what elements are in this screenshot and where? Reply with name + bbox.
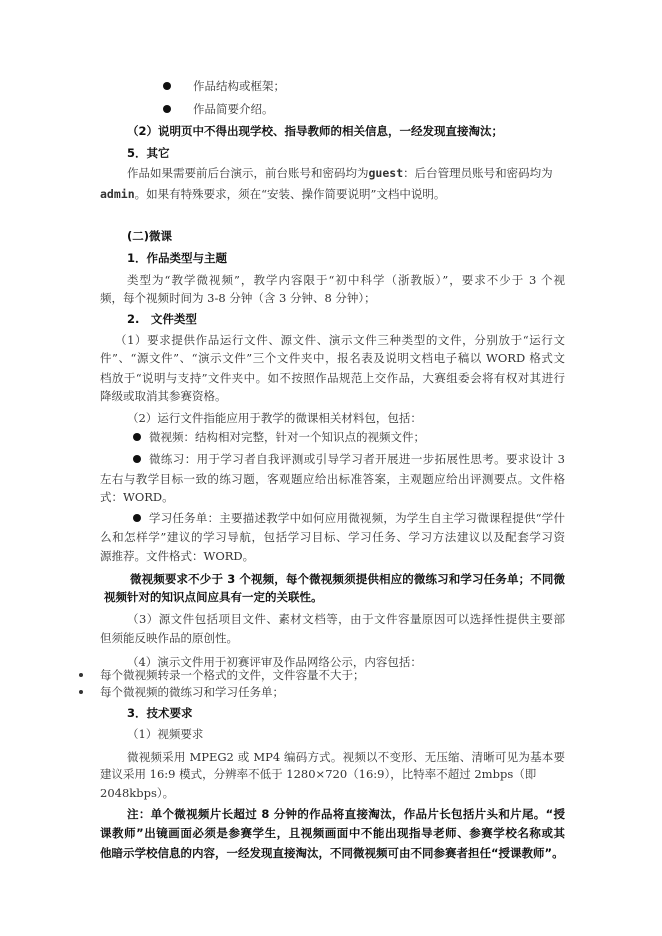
section-heading: 2. 文件类型 [127, 312, 197, 326]
text: ：后台管理员账号和密码均为 [403, 166, 553, 180]
requirement-note: 视频针对的知识点间应具有一定的关联性。 [104, 590, 323, 604]
paragraph-line: 档放于“说明与支持”文件夹中。如不按照作品规范上交作品，大赛组委会将有权对其进行 [100, 371, 565, 385]
text: 作品如果需要前后台演示，前台账号和密码均为 [127, 166, 369, 180]
paragraph-line: 件”、“源文件”、“演示文件”三个文件夹中，报名表及说明文档电子稿以 WORD 格式文 [100, 351, 565, 365]
section-heading: 3．技术要求 [127, 706, 193, 720]
paragraph-line: 但须能反映作品的原创性。 [100, 631, 238, 645]
paragraph-line: （3）源文件包括项目文件、素材文档等，由于文件容量原因可以选择性提供主要部 [127, 612, 565, 626]
list-item: 微视频：结构相对完整，针对一个知识点的视频文件； [149, 430, 425, 444]
section-heading: 5．其它 [127, 146, 170, 160]
elimination-note: 他暗示学校信息的内容，一经发现直接淘汰，不同微视频可由不同参赛者担任“授课教师”。 [100, 846, 564, 860]
list-item: 微练习：用于学习者自我评测或引导学习者开展进一步拓展性思考。要求设计 3 [149, 452, 565, 466]
paragraph-line: （4）演示文件用于初赛评审及作品网络公示，内容包括： [127, 655, 422, 669]
admin-credential: admin [100, 187, 135, 201]
paragraph-line: 建议采用 16:9 模式，分辨率不低于 1280×720（16:9），比特率不超过 2mbps（即 [100, 767, 537, 781]
paragraph-line: 2048kbps）。 [100, 786, 175, 800]
bullet-icon [79, 690, 83, 694]
bullet-icon [133, 514, 141, 522]
paragraph-line: 源推荐。文件格式：WORD。 [100, 549, 255, 563]
subsection-heading: （1）视频要求 [127, 727, 204, 741]
bullet-icon [163, 105, 171, 113]
section-heading: 1．作品类型与主题 [127, 251, 228, 265]
list-item: 每个微视频转录一个格式的文件，文件容量不大于； [100, 668, 365, 682]
text: 。如果有特殊要求，须在“安装、操作简要说明”文档中说明。 [134, 187, 446, 201]
paragraph-line: 式：WORD。 [100, 490, 174, 504]
warning-note: （2）说明页中不得出现学校、指导教师的相关信息，一经发现直接淘汰； [127, 124, 503, 138]
list-item: 作品结构或框架； [193, 79, 285, 93]
paragraph-line: 降级或取消其参赛资格。 [100, 389, 227, 403]
requirement-note: 微视频要求不少于 3 个视频，每个微视频须提供相应的微练习和学习任务单；不同微 [130, 572, 565, 586]
list-item: 作品简要介绍。 [193, 102, 274, 116]
paragraph-line: 类型为“教学微视频”，教学内容限于“初中科学（浙教版）”，要求不少于 3 个视 [127, 273, 565, 287]
elimination-note: 课教师”出镜画面必须是参赛学生，且视频画面中不能出现指导老师、参赛学校名称或其 [100, 826, 565, 840]
paragraph-line [100, 186, 445, 202]
bullet-icon [133, 433, 141, 441]
paragraph-line: （1）要求提供作品运行文件、源文件、演示文件三种类型的文件，分别放于“运行文 [115, 333, 565, 347]
paragraph-line: 么和怎样学”建议的学习导航，包括学习目标、学习任务、学习方法建议以及配套学习资 [100, 530, 565, 544]
guest-credential: guest [368, 166, 404, 180]
paragraph-line [127, 165, 553, 181]
paragraph-line: 频，每个视频时间为 3-8 分钟（含 3 分钟、8 分钟）； [100, 291, 376, 305]
bullet-icon [133, 455, 141, 463]
paragraph-line: 微视频采用 MPEG2 或 MP4 编码方式。视频以不变形、无压缩、清晰可见为基本要 [127, 750, 565, 764]
elimination-note: 注：单个微视频片长超过 8 分钟的作品将直接淘汰，作品片长包括片头和片尾。“授 [127, 807, 565, 821]
bullet-icon [163, 82, 171, 90]
part-heading: (二)微课 [127, 229, 173, 243]
bullet-icon [79, 673, 83, 677]
paragraph-line: 左右与教学目标一致的练习题，客观题应给出标准答案，主观题应给出评测要点。文件格 [100, 472, 565, 486]
list-item: 学习任务单：主要描述教学中如何应用微视频，为学生自主学习微课程提供“学什 [149, 511, 565, 525]
list-item: 每个微视频的微练习和学习任务单； [100, 685, 284, 699]
paragraph-line: （2）运行文件指能应用于教学的微课相关材料包，包括： [127, 411, 422, 425]
